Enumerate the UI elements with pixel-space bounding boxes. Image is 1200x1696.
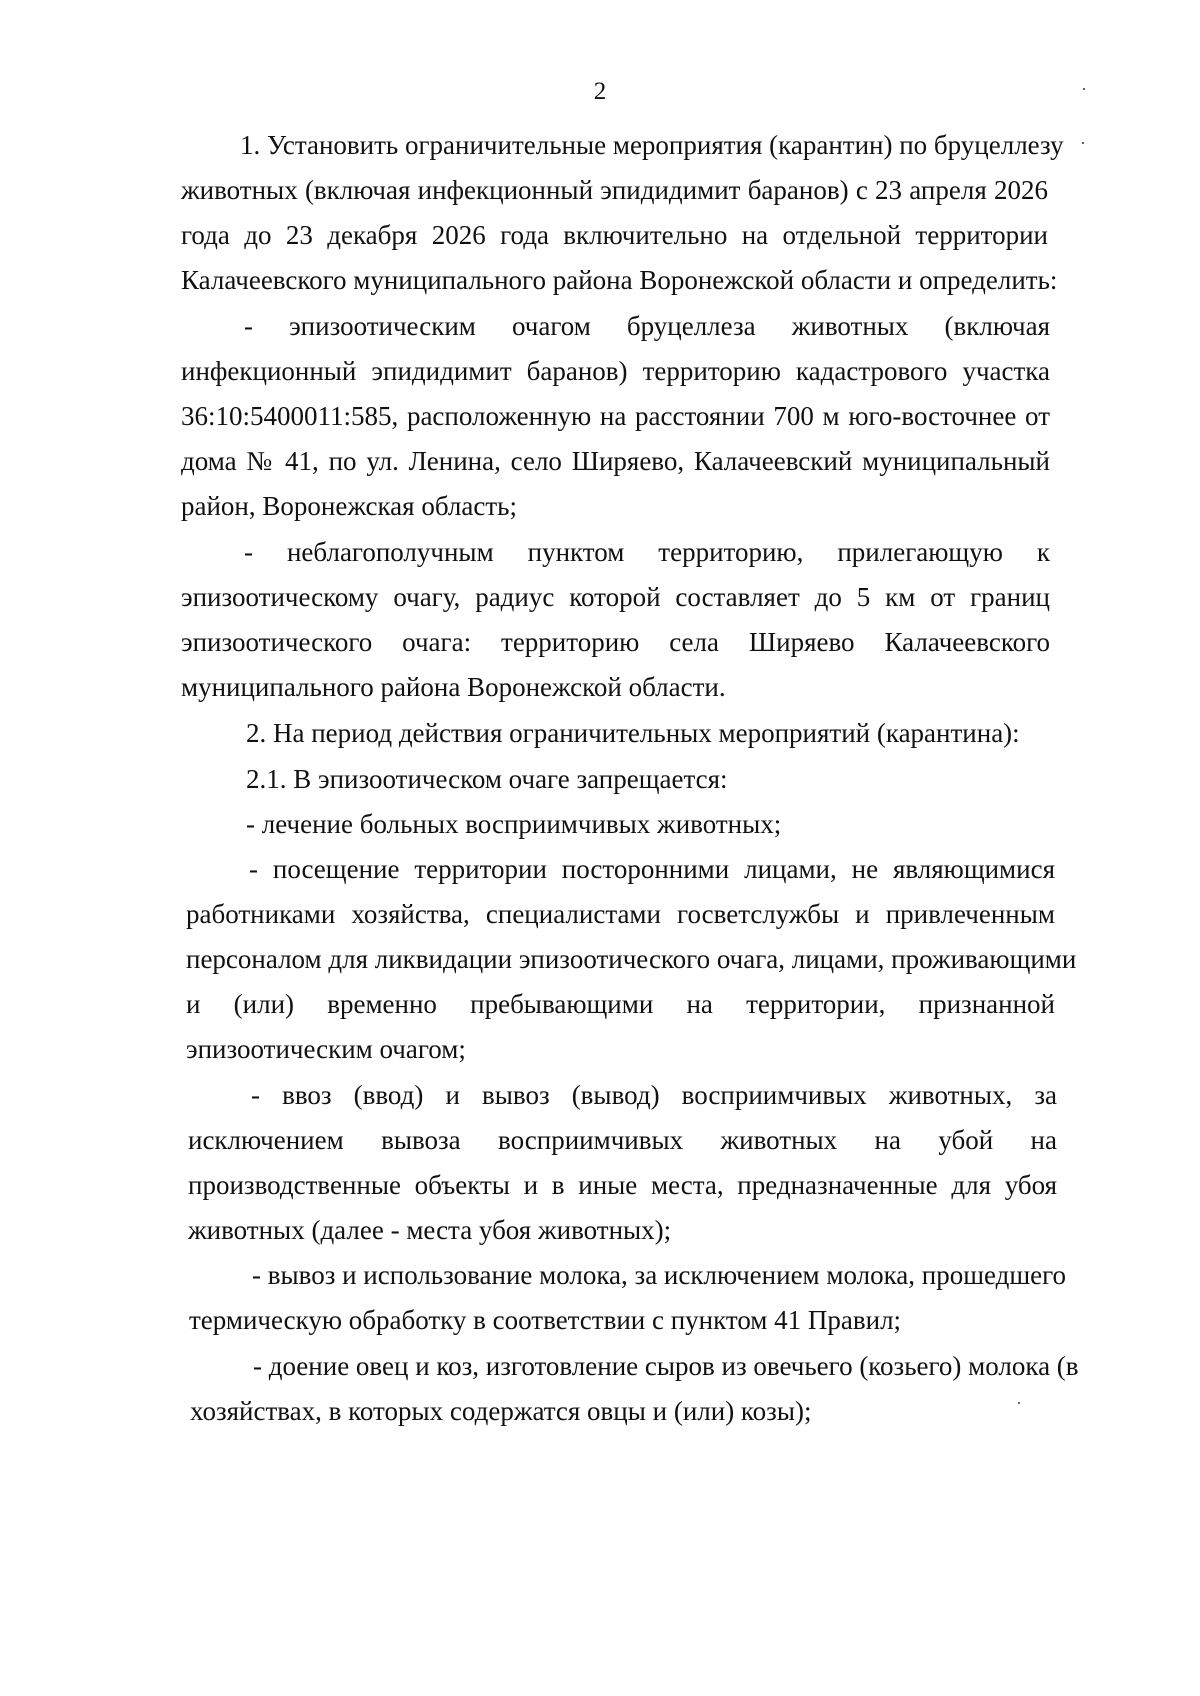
text-line: - неблагополучным пунктом территорию, прилегающую к <box>244 537 1050 567</box>
scan-speck <box>1083 88 1085 90</box>
text-line: район, Воронежская область; <box>181 491 517 521</box>
text-line: - доение овец и коз, изготовление сыров из овечьего (козьего) молока (в <box>253 1351 1079 1381</box>
text-line: - посещение территории посторонними лицами, не являющимися <box>249 854 1055 884</box>
text-line: эпизоотического очага: территорию села Ширяево Калачеевского <box>181 627 1050 657</box>
text-line: - лечение больных восприимчивых животных; <box>246 809 782 839</box>
text-line: животных (включая инфекционный эпидидимит баранов) с 23 апреля 2026 <box>181 175 1048 205</box>
text-line: и (или) временно пребывающими на территории, признанной <box>186 989 1055 1019</box>
text-line: - вывоз и использование молока, за исключением молока, прошедшего <box>252 1260 1067 1290</box>
text-line: года до 23 декабря 2026 года включительно на отдельной территории <box>181 220 1048 250</box>
text-line: - ввоз (ввод) и вывоз (вывод) восприимчивых животных, за <box>251 1080 1057 1110</box>
text-line: 2. На период действия ограничительных мероприятий (карантина): <box>246 718 1020 748</box>
text-line: работниками хозяйства, специалистами госветслужбы и привлеченным <box>186 899 1055 929</box>
text-line: 1. Установить ограничительные мероприятия (карантин) по бруцеллезу <box>240 130 1064 160</box>
text-line: 2.1. В эпизоотическом очаге запрещается: <box>246 764 728 794</box>
text-line: - эпизоотическим очагом бруцеллеза животных (включая <box>244 311 1050 341</box>
text-line: персоналом для ликвидации эпизоотического очага, лицами, проживающими <box>186 944 1077 974</box>
text-line: инфекционный эпидидимит баранов) территорию кадастрового участка <box>181 356 1050 386</box>
text-line: хозяйствах, в которых содержатся овцы и (или) козы); <box>190 1396 812 1426</box>
text-line: 36:10:5400011:585, расположенную на расстоянии 700 м юго-восточнее от <box>181 401 1050 431</box>
scan-speck <box>1018 1402 1020 1404</box>
text-line: дома № 41, по ул. Ленина, село Ширяево, Калачеевский муниципальный <box>181 446 1050 476</box>
text-line: термическую обработку в соответствии с пунктом 41 Правил; <box>189 1305 902 1335</box>
scan-speck <box>1082 142 1084 144</box>
page-number: 2 <box>593 78 607 105</box>
text-line: эпизоотическим очагом; <box>186 1034 466 1064</box>
text-line: эпизоотическому очагу, радиус которой составляет до 5 км от границ <box>181 582 1050 612</box>
text-line: животных (далее - места убоя животных); <box>188 1215 672 1245</box>
text-line: производственные объекты и в иные места, предназначенные для убоя <box>188 1170 1057 1200</box>
text-line: муниципального района Воронежской области. <box>181 672 726 702</box>
text-line: Калачеевского муниципального района Воронежской области и определить: <box>181 265 1058 295</box>
text-line: исключением вывоза восприимчивых животных на убой на <box>188 1125 1057 1155</box>
